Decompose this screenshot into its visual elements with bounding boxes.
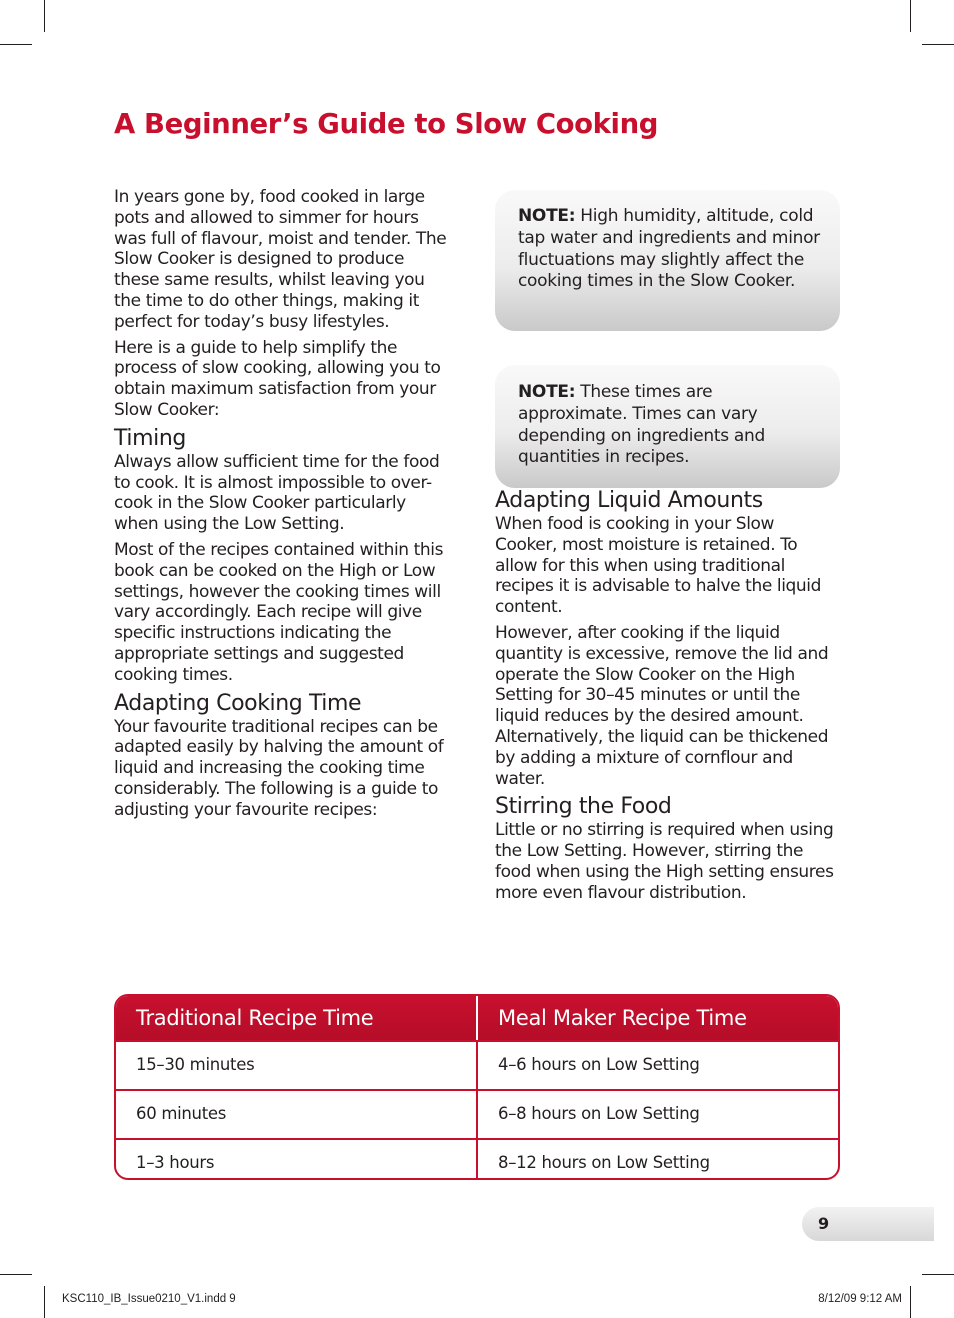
note-text: These times are approximate. Times can vary depending on ingredients and quantities in recipes.	[518, 382, 765, 468]
note-text: High humidity, altitude, cold tap water and ingredients and minor fluctuations may slightly affect the cooking times in the Slow Cooker.	[518, 206, 820, 292]
crop-mark	[910, 1286, 911, 1318]
page-title: A Beginner’s Guide to Slow Cooking	[114, 108, 659, 140]
timing-paragraph-1: Always allow sufficient time for the food to cook. It is almost impossible to over-cook in the Slow Cooker particularly when using the Low Setting.	[114, 451, 440, 535]
header-meal-maker: Meal Maker Recipe Time	[476, 996, 838, 1040]
table-cell: 8–12 hours on Low Setting	[476, 1140, 838, 1180]
table-cell: 6–8 hours on Low Setting	[476, 1091, 838, 1138]
table-cell: 60 minutes	[136, 1104, 227, 1123]
note-box-humidity	[495, 190, 840, 331]
timing-paragraph-2: Most of the recipes contained within this book can be cooked on the High or Low settings, however the cooking times will vary accordingly. Each recipe will give specific instructions indicating the appropriate settings and suggested cooking times.	[114, 539, 444, 685]
note-label: NOTE:	[518, 382, 576, 402]
note-box-times	[495, 365, 840, 488]
adapting-cooking-time-paragraph: Your favourite traditional recipes can be adapted easily by halving the amount of liquid and increasing the cooking time considerably. The following is a guide to adjusting your favourite recipes:	[114, 716, 444, 820]
table-row	[116, 1138, 838, 1180]
stirring-heading: Stirring the Food	[495, 794, 672, 820]
footer-timestamp: 8/12/09 9:12 AM	[818, 1293, 902, 1305]
left-column	[114, 187, 452, 826]
crop-mark	[922, 44, 954, 45]
table-cell: 4–6 hours on Low Setting	[476, 1042, 838, 1089]
intro-paragraph-2: Here is a guide to help simplify the process of slow cooking, allowing you to obtain maximum satisfaction from your Slow Cooker:	[114, 337, 441, 420]
crop-mark	[0, 44, 32, 45]
table-cell: 15–30 minutes	[136, 1055, 255, 1074]
recipe-time-table	[114, 994, 840, 1180]
right-column	[495, 187, 840, 909]
stirring-paragraph: Little or no stirring is required when using the Low Setting. However, stirring the food when using the High setting ensures more even flavour distribution.	[495, 820, 834, 903]
crop-mark	[44, 0, 45, 32]
table-row	[116, 1040, 838, 1089]
intro-paragraph-1: In years gone by, food cooked in large pots and allowed to simmer for hours was full of flavour, moist and tender. The Slow Cooker is designed to produce these same results, whilst leaving you the time to do other things, making it perfect for today’s busy lifestyles.	[114, 187, 447, 332]
liquid-paragraph-2: However, after cooking if the liquid quantity is excessive, remove the lid and operate the Slow Cooker on the High Setting for 30–45 minutes or until the liquid reduces by the desired amount. Alternatively, the liquid can be thickened by adding a mixture of cornflour and water.	[495, 622, 829, 789]
adapting-liquid-heading: Adapting Liquid Amounts	[495, 488, 763, 513]
table-row	[116, 1089, 838, 1138]
crop-mark	[0, 1274, 32, 1275]
table-cell: 1–3 hours	[136, 1153, 215, 1172]
header-traditional: Traditional Recipe Time	[136, 1006, 374, 1030]
note-label: NOTE:	[518, 206, 576, 226]
adapting-cooking-time-heading: Adapting Cooking Time	[114, 690, 362, 716]
page-number-tab	[802, 1207, 934, 1241]
crop-mark	[910, 0, 911, 32]
crop-mark	[922, 1274, 954, 1275]
footer-file-info: KSC110_IB_Issue0210_V1.indd 9	[62, 1293, 236, 1305]
page-number: 9	[818, 1214, 830, 1233]
liquid-paragraph-1: When food is cooking in your Slow Cooker, most moisture is retained. To allow for this when using traditional recipes it is advisable to halve the liquid content.	[495, 514, 822, 618]
crop-mark	[44, 1286, 45, 1318]
table-header	[116, 996, 838, 1040]
timing-heading: Timing	[114, 425, 186, 451]
